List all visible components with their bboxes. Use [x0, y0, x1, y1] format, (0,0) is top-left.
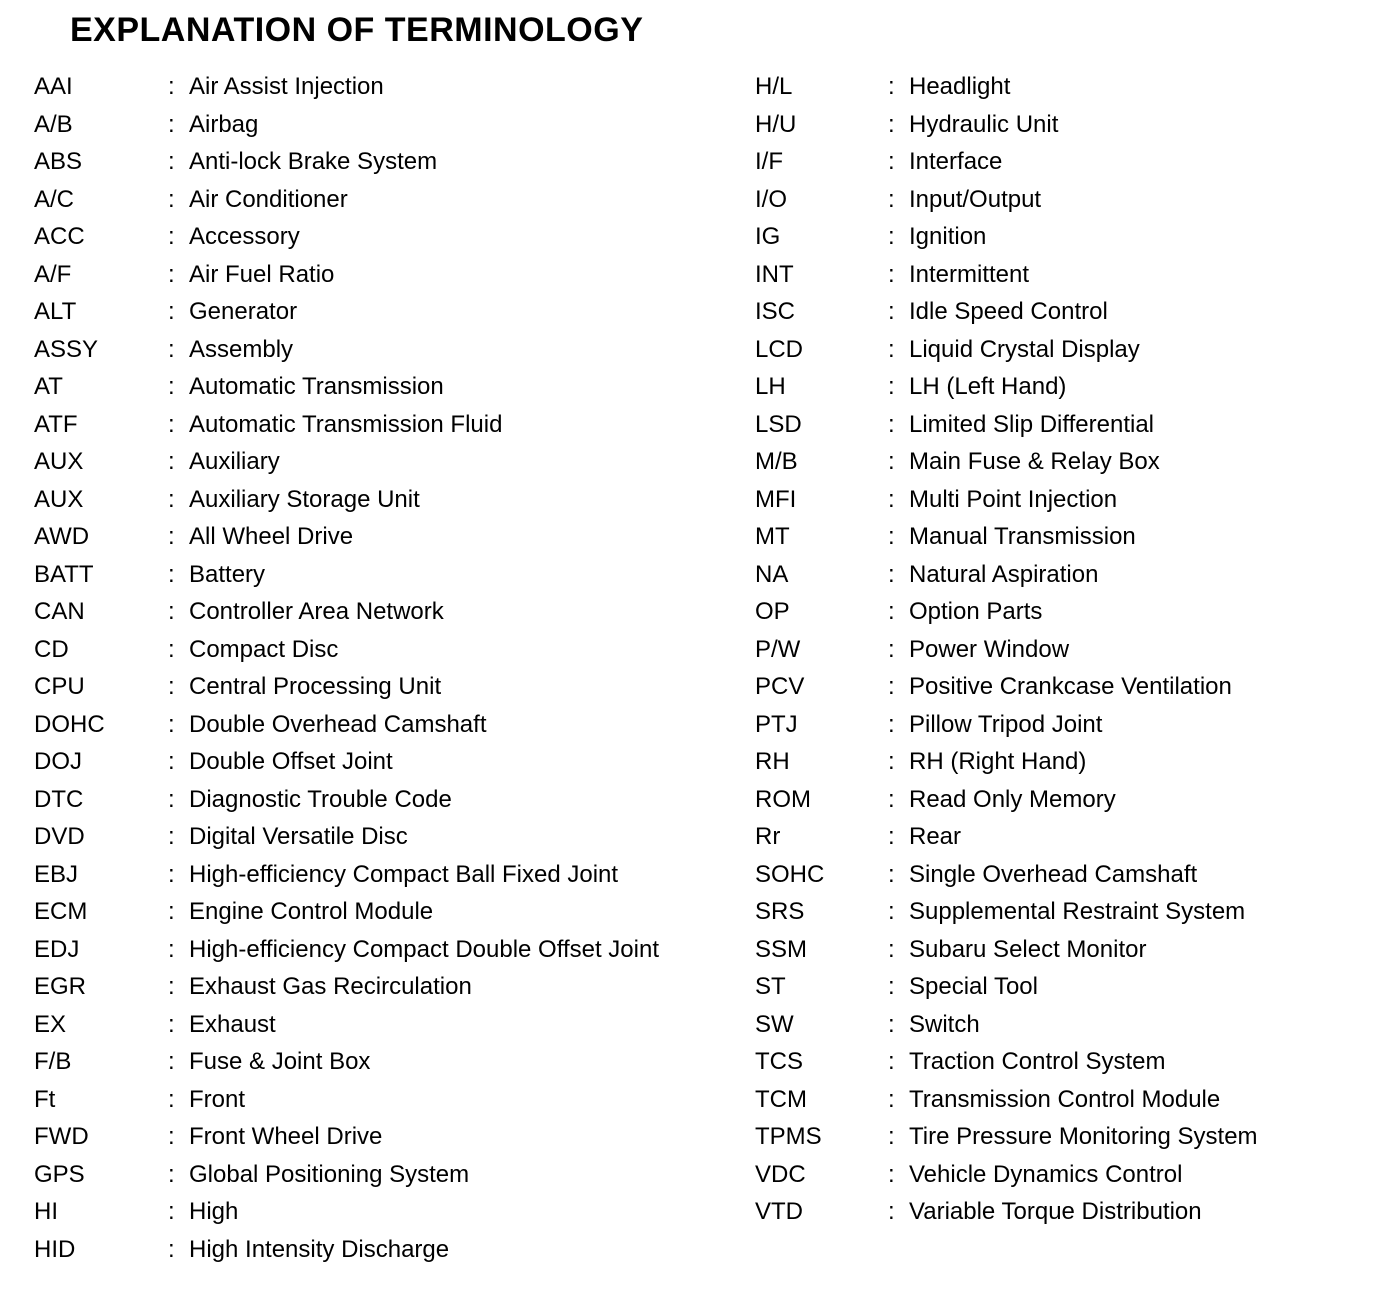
term-abbreviation: H/L	[755, 73, 793, 100]
term-separator: :	[168, 748, 175, 775]
term-meaning: Automatic Transmission	[189, 373, 444, 400]
term-separator: :	[888, 1085, 895, 1113]
term-row	[755, 1081, 1355, 1119]
term-abbreviation: VTD	[755, 1198, 803, 1225]
term-abbreviation: DVD	[34, 823, 85, 850]
term-meaning: Digital Versatile Disc	[189, 823, 408, 850]
term-abbreviation: DOHC	[34, 710, 105, 738]
term-abbreviation: ISC	[755, 298, 796, 325]
term-row	[34, 518, 734, 556]
term-separator: :	[888, 635, 895, 663]
term-row	[755, 781, 1355, 819]
term-meaning: Automatic Transmission Fluid	[189, 410, 503, 438]
term-row	[34, 743, 734, 781]
term-separator: :	[888, 673, 895, 700]
term-meaning: High-efficiency Compact Ball Fixed Joint	[189, 860, 619, 888]
term-separator: :	[888, 1198, 895, 1225]
term-meaning: Exhaust Gas Recirculation	[189, 973, 472, 1000]
term-separator: :	[888, 448, 895, 475]
term-separator: :	[888, 935, 895, 963]
term-separator: :	[168, 298, 175, 325]
term-abbreviation: H/U	[755, 110, 797, 138]
term-abbreviation: ROM	[755, 785, 811, 813]
term-meaning: Transmission Control Module	[909, 1085, 1221, 1113]
term-row	[34, 593, 734, 631]
term-row	[34, 481, 734, 519]
term-row	[34, 668, 734, 706]
term-row	[34, 181, 734, 219]
term-row	[34, 1193, 734, 1231]
term-row	[755, 293, 1355, 331]
term-separator: :	[168, 1123, 175, 1150]
term-abbreviation: VDC	[755, 1160, 806, 1188]
term-abbreviation: BATT	[34, 560, 94, 588]
term-abbreviation: CD	[34, 635, 69, 663]
term-row	[755, 143, 1355, 181]
term-abbreviation: ACC	[34, 223, 85, 250]
term-meaning: Power Window	[909, 635, 1070, 663]
term-meaning: Engine Control Module	[189, 898, 434, 925]
term-abbreviation: A/F	[34, 260, 72, 288]
term-abbreviation: AUX	[34, 485, 84, 513]
term-meaning: Controller Area Network	[189, 598, 444, 625]
term-separator: :	[888, 748, 895, 775]
term-separator: :	[888, 148, 895, 175]
term-abbreviation: FWD	[34, 1123, 89, 1150]
term-separator: :	[888, 860, 895, 888]
term-separator: :	[168, 635, 175, 663]
term-meaning: Limited Slip Differential	[909, 410, 1155, 438]
term-row	[34, 1118, 734, 1156]
term-abbreviation: ATF	[34, 410, 78, 438]
term-separator: :	[888, 223, 895, 250]
term-meaning: Manual Transmission	[909, 523, 1136, 550]
term-separator: :	[168, 148, 175, 175]
term-abbreviation: LSD	[755, 410, 802, 438]
term-meaning: Double Overhead Camshaft	[189, 710, 487, 738]
term-separator: :	[888, 785, 895, 813]
term-meaning: Exhaust	[189, 1010, 276, 1038]
term-separator: :	[888, 410, 895, 438]
term-meaning: Diagnostic Trouble Code	[189, 785, 452, 813]
term-separator: :	[888, 710, 895, 738]
term-row	[755, 706, 1355, 744]
term-meaning: Central Processing Unit	[189, 673, 442, 700]
term-row	[755, 668, 1355, 706]
term-separator: :	[168, 185, 175, 213]
term-row	[34, 1043, 734, 1081]
term-abbreviation: A/C	[34, 185, 75, 213]
term-meaning: RH (Right Hand)	[909, 748, 1087, 775]
term-abbreviation: DOJ	[34, 748, 82, 775]
term-abbreviation: IG	[755, 223, 781, 250]
term-row	[34, 368, 734, 406]
term-separator: :	[888, 73, 895, 100]
term-abbreviation: DTC	[34, 785, 84, 813]
term-abbreviation: LH	[755, 373, 786, 400]
term-row	[755, 256, 1355, 294]
term-meaning: Ignition	[909, 223, 987, 250]
term-abbreviation: I/O	[755, 185, 788, 213]
term-row	[34, 406, 734, 444]
term-meaning: Airbag	[189, 110, 259, 138]
term-meaning: Single Overhead Camshaft	[909, 860, 1198, 888]
term-meaning: Option Parts	[909, 598, 1043, 625]
term-abbreviation: HID	[34, 1235, 76, 1263]
term-separator: :	[168, 335, 175, 363]
term-abbreviation: TCS	[755, 1048, 803, 1075]
term-abbreviation: PTJ	[755, 710, 798, 738]
term-separator: :	[168, 1160, 175, 1188]
term-row	[755, 68, 1355, 106]
term-abbreviation: SW	[755, 1010, 794, 1038]
term-abbreviation: MT	[755, 523, 790, 550]
term-separator: :	[168, 410, 175, 438]
term-row	[34, 1006, 734, 1044]
term-meaning: High	[189, 1198, 239, 1225]
term-meaning: All Wheel Drive	[189, 523, 354, 550]
term-row	[755, 856, 1355, 894]
term-abbreviation: Ft	[34, 1085, 56, 1113]
term-meaning: High Intensity Discharge	[189, 1235, 450, 1263]
term-row	[34, 443, 734, 481]
term-abbreviation: ASSY	[34, 335, 99, 363]
term-abbreviation: MFI	[755, 485, 797, 513]
term-row	[34, 931, 734, 969]
term-meaning: Fuse & Joint Box	[189, 1048, 371, 1075]
term-meaning: Read Only Memory	[909, 785, 1116, 813]
term-row	[34, 968, 734, 1006]
term-abbreviation: GPS	[34, 1160, 85, 1188]
term-separator: :	[168, 1235, 175, 1263]
term-separator: :	[168, 860, 175, 888]
term-abbreviation: M/B	[755, 448, 798, 475]
term-abbreviation: LCD	[755, 335, 804, 363]
term-meaning: Generator	[189, 298, 298, 325]
term-row	[755, 181, 1355, 219]
term-separator: :	[168, 1198, 175, 1225]
term-row	[34, 781, 734, 819]
term-separator: :	[168, 485, 175, 513]
term-separator: :	[888, 1010, 895, 1038]
term-separator: :	[168, 973, 175, 1000]
term-meaning: Idle Speed Control	[909, 298, 1108, 325]
term-abbreviation: EDJ	[34, 935, 80, 963]
term-row	[755, 481, 1355, 519]
term-separator: :	[168, 73, 175, 100]
term-row	[755, 368, 1355, 406]
term-row	[755, 1156, 1355, 1194]
term-separator: :	[168, 785, 175, 813]
term-separator: :	[888, 335, 895, 363]
term-separator: :	[888, 973, 895, 1000]
term-abbreviation: ALT	[34, 298, 77, 325]
term-meaning: Assembly	[189, 335, 294, 363]
term-separator: :	[168, 560, 175, 588]
term-separator: :	[168, 373, 175, 400]
term-abbreviation: ST	[755, 973, 786, 1000]
term-separator: :	[168, 673, 175, 700]
term-meaning: Tire Pressure Monitoring System	[909, 1123, 1258, 1150]
term-separator: :	[888, 110, 895, 138]
term-row	[34, 1081, 734, 1119]
term-separator: :	[168, 598, 175, 625]
term-separator: :	[168, 898, 175, 925]
term-row	[34, 818, 734, 856]
term-row	[755, 218, 1355, 256]
term-meaning: Double Offset Joint	[189, 748, 393, 775]
term-separator: :	[888, 898, 895, 925]
term-row	[755, 1118, 1355, 1156]
term-row	[755, 931, 1355, 969]
term-row	[755, 743, 1355, 781]
term-row	[755, 818, 1355, 856]
term-abbreviation: EBJ	[34, 860, 79, 888]
term-meaning: Input/Output	[909, 185, 1042, 213]
term-meaning: Air Conditioner	[189, 185, 348, 213]
term-separator: :	[888, 1160, 895, 1188]
term-meaning: Front Wheel Drive	[189, 1123, 383, 1150]
term-separator: :	[888, 598, 895, 625]
term-separator: :	[168, 523, 175, 550]
term-separator: :	[888, 1048, 895, 1075]
term-abbreviation: CAN	[34, 598, 85, 625]
term-row	[755, 968, 1355, 1006]
term-separator: :	[168, 1010, 175, 1038]
page-title: EXPLANATION OF TERMINOLOGY	[70, 11, 644, 49]
term-meaning: Special Tool	[909, 973, 1038, 1000]
term-abbreviation: TPMS	[755, 1123, 822, 1150]
term-abbreviation: SRS	[755, 898, 805, 925]
term-separator: :	[168, 935, 175, 963]
term-row	[755, 406, 1355, 444]
term-row	[34, 706, 734, 744]
terminology-left-column	[34, 68, 734, 1268]
term-meaning: Rear	[909, 823, 962, 850]
term-abbreviation: SOHC	[755, 860, 825, 888]
term-row	[34, 293, 734, 331]
term-row	[34, 856, 734, 894]
term-row	[34, 556, 734, 594]
term-meaning: Battery	[189, 560, 266, 588]
term-meaning: Traction Control System	[909, 1048, 1166, 1075]
term-meaning: Main Fuse & Relay Box	[909, 448, 1160, 475]
term-row	[34, 218, 734, 256]
term-meaning: Air Assist Injection	[189, 73, 384, 100]
term-abbreviation: TCM	[755, 1085, 807, 1113]
term-abbreviation: AT	[34, 373, 63, 400]
term-separator: :	[888, 485, 895, 513]
term-meaning: Natural Aspiration	[909, 560, 1099, 588]
term-separator: :	[168, 448, 175, 475]
term-abbreviation: Rr	[755, 823, 781, 850]
term-row	[34, 256, 734, 294]
term-abbreviation: P/W	[755, 635, 801, 663]
term-separator: :	[888, 823, 895, 850]
term-meaning: Air Fuel Ratio	[189, 260, 335, 288]
term-separator: :	[888, 523, 895, 550]
term-abbreviation: EX	[34, 1010, 67, 1038]
term-separator: :	[888, 185, 895, 213]
term-separator: :	[168, 710, 175, 738]
term-row	[755, 1006, 1355, 1044]
term-row	[755, 593, 1355, 631]
term-meaning: Auxiliary Storage Unit	[189, 485, 420, 513]
term-abbreviation: ECM	[34, 898, 88, 925]
term-row	[755, 331, 1355, 369]
term-row	[34, 106, 734, 144]
term-abbreviation: AWD	[34, 523, 90, 550]
term-meaning: Vehicle Dynamics Control	[909, 1160, 1183, 1188]
term-row	[755, 1193, 1355, 1231]
term-separator: :	[888, 1123, 895, 1150]
term-row	[755, 106, 1355, 144]
term-meaning: Auxiliary	[189, 448, 280, 475]
terminology-right-column	[755, 68, 1355, 1231]
term-row	[34, 143, 734, 181]
term-abbreviation: CPU	[34, 673, 85, 700]
term-meaning: Interface	[909, 148, 1003, 175]
term-abbreviation: RH	[755, 748, 790, 775]
term-meaning: Subaru Select Monitor	[909, 935, 1147, 963]
term-abbreviation: SSM	[755, 935, 808, 963]
term-separator: :	[168, 823, 175, 850]
term-abbreviation: I/F	[755, 148, 783, 175]
term-meaning: Front	[189, 1085, 246, 1113]
term-meaning: Supplemental Restraint System	[909, 898, 1246, 925]
term-abbreviation: HI	[34, 1198, 58, 1225]
term-meaning: Switch	[909, 1010, 980, 1038]
term-separator: :	[168, 260, 175, 288]
term-separator: :	[168, 1048, 175, 1075]
term-meaning: Multi Point Injection	[909, 485, 1118, 513]
term-abbreviation: NA	[755, 560, 789, 588]
term-row	[755, 443, 1355, 481]
term-abbreviation: INT	[755, 260, 794, 288]
term-meaning: Compact Disc	[189, 635, 339, 663]
term-row	[34, 1156, 734, 1194]
term-row	[34, 68, 734, 106]
term-meaning: Global Positioning System	[189, 1160, 470, 1188]
term-row	[755, 1043, 1355, 1081]
term-row	[34, 331, 734, 369]
term-separator: :	[168, 1085, 175, 1113]
term-abbreviation: ABS	[34, 148, 83, 175]
term-meaning: Variable Torque Distribution	[909, 1198, 1202, 1225]
term-row	[34, 893, 734, 931]
term-abbreviation: AAI	[34, 73, 73, 100]
term-separator: :	[888, 298, 895, 325]
term-row	[755, 556, 1355, 594]
term-meaning: Accessory	[189, 223, 300, 250]
term-meaning: Pillow Tripod Joint	[909, 710, 1103, 738]
term-separator: :	[168, 223, 175, 250]
term-separator: :	[888, 373, 895, 400]
term-meaning: Anti-lock Brake System	[189, 148, 438, 175]
term-separator: :	[888, 560, 895, 588]
term-abbreviation: EGR	[34, 973, 87, 1000]
term-meaning: Headlight	[909, 73, 1011, 100]
term-abbreviation: A/B	[34, 110, 73, 138]
term-row	[34, 1231, 734, 1269]
term-meaning: Positive Crankcase Ventilation	[909, 673, 1232, 700]
term-abbreviation: OP	[755, 598, 790, 625]
term-separator: :	[168, 110, 175, 138]
term-row	[755, 518, 1355, 556]
term-meaning: LH (Left Hand)	[909, 373, 1067, 400]
term-meaning: Intermittent	[909, 260, 1030, 288]
term-abbreviation: AUX	[34, 448, 84, 475]
term-meaning: Hydraulic Unit	[909, 110, 1059, 138]
term-row	[755, 893, 1355, 931]
term-separator: :	[888, 260, 895, 288]
term-meaning: Liquid Crystal Display	[909, 335, 1140, 363]
term-row	[34, 631, 734, 669]
term-abbreviation: PCV	[755, 673, 805, 700]
term-abbreviation: F/B	[34, 1048, 72, 1075]
term-row	[755, 631, 1355, 669]
term-meaning: High-efficiency Compact Double Offset Joint	[189, 935, 660, 963]
